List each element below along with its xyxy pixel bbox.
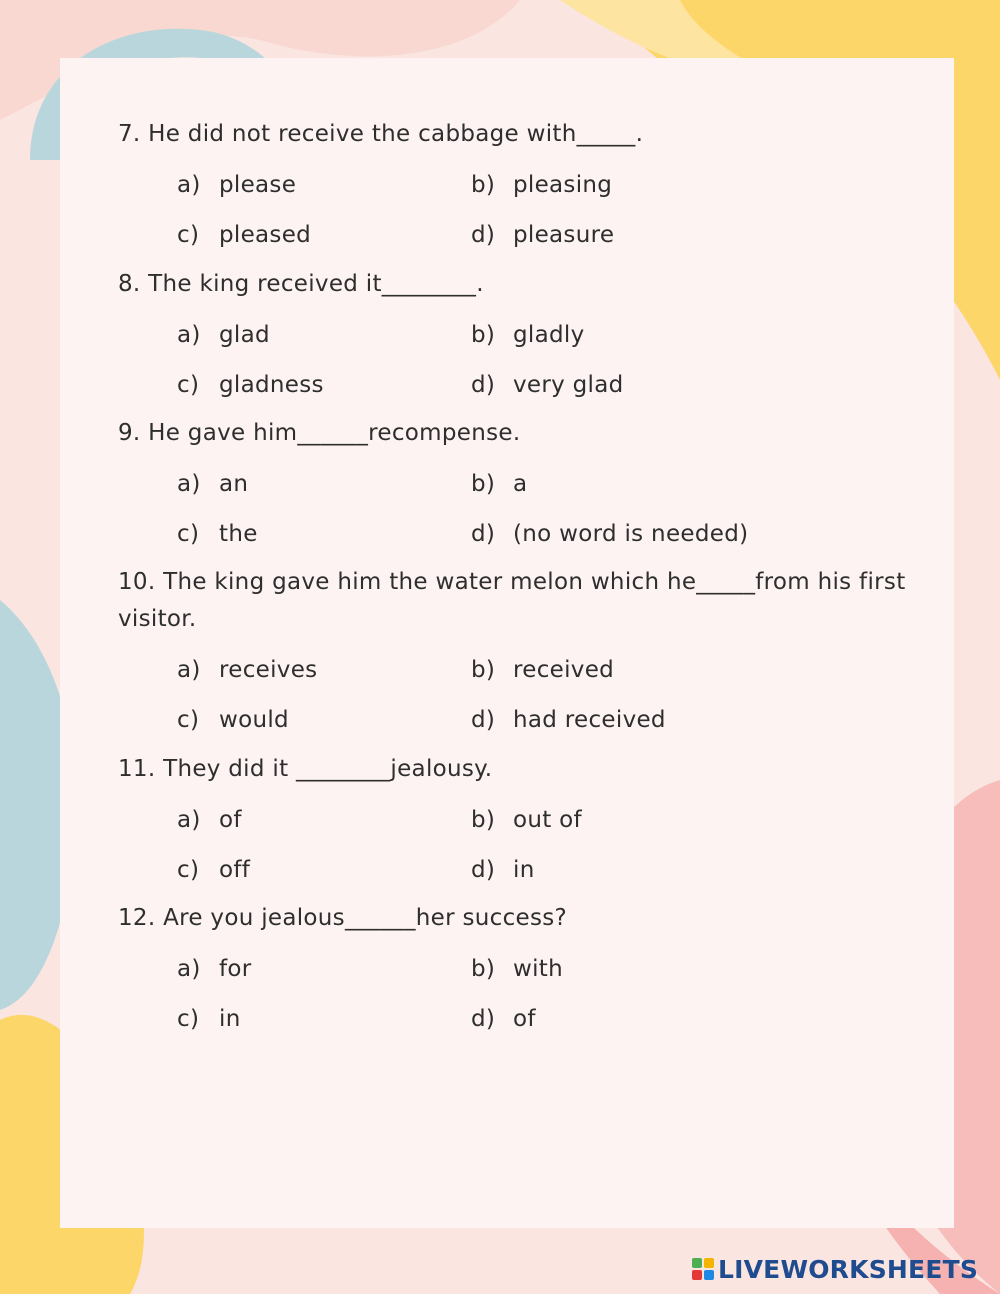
liveworksheets-logo (692, 1254, 978, 1284)
option-text: for (219, 956, 252, 982)
option-d (471, 1004, 536, 1034)
option-letter: a) (177, 172, 201, 198)
option-b (471, 954, 563, 984)
question-text: 11. They did it ________jealousy. (118, 756, 493, 782)
option-b (471, 655, 614, 685)
option-a (177, 320, 270, 350)
option-a (177, 954, 252, 984)
option-d (471, 855, 535, 885)
option-text: with (513, 956, 563, 982)
option-letter: b) (471, 471, 496, 497)
question-text: 7. He did not receive the cabbage with_____. (118, 121, 644, 147)
option-letter: c) (177, 222, 200, 248)
option-letter: b) (471, 956, 496, 982)
option-text: please (219, 172, 297, 198)
option-d (471, 370, 624, 400)
option-letter: a) (177, 471, 201, 497)
option-c (177, 370, 324, 400)
liveworksheets-logo-icon (692, 1258, 714, 1280)
option-text: an (219, 471, 249, 497)
option-text: out of (513, 807, 582, 833)
question-text: 10. The king gave him the water melon which he_____from his first visitor. (118, 569, 906, 632)
option-c (177, 519, 258, 549)
option-text: of (513, 1006, 536, 1032)
option-text: a (513, 471, 528, 497)
option-b (471, 320, 585, 350)
option-letter: a) (177, 322, 201, 348)
option-a (177, 655, 317, 685)
option-a (177, 170, 296, 200)
option-letter: d) (471, 372, 496, 398)
option-text: pleasure (513, 222, 615, 248)
option-letter: c) (177, 372, 200, 398)
option-text: in (219, 1006, 241, 1032)
option-letter: d) (471, 521, 496, 547)
option-a (177, 805, 242, 835)
option-text: had received (513, 707, 666, 733)
option-b (471, 805, 582, 835)
option-letter: b) (471, 172, 496, 198)
option-text: receives (219, 657, 318, 683)
option-text: gladly (513, 322, 585, 348)
option-c (177, 1004, 241, 1034)
option-text: glad (219, 322, 270, 348)
option-text: (no word is needed) (513, 521, 749, 547)
option-letter: a) (177, 807, 201, 833)
option-d (471, 220, 614, 250)
option-c (177, 705, 289, 735)
option-c (177, 855, 250, 885)
option-text: in (513, 857, 535, 883)
option-text: pleased (219, 222, 312, 248)
option-text: the (219, 521, 258, 547)
option-letter: b) (471, 657, 496, 683)
option-letter: d) (471, 222, 496, 248)
option-letter: c) (177, 707, 200, 733)
option-d (471, 519, 748, 549)
question-text: 9. He gave him______recompense. (118, 420, 521, 446)
option-a (177, 469, 248, 499)
option-c (177, 220, 311, 250)
option-letter: d) (471, 707, 496, 733)
option-text: very glad (513, 372, 624, 398)
option-letter: d) (471, 857, 496, 883)
option-text: off (219, 857, 251, 883)
liveworksheets-brand-text: LIVEWORKSHEETS (718, 1254, 979, 1284)
option-letter: a) (177, 956, 201, 982)
question-text: 12. Are you jealous______her success? (118, 905, 568, 931)
option-b (471, 170, 612, 200)
option-letter: c) (177, 521, 200, 547)
option-text: pleasing (513, 172, 613, 198)
option-text: received (513, 657, 615, 683)
option-letter: b) (471, 807, 496, 833)
option-letter: c) (177, 857, 200, 883)
option-text: gladness (219, 372, 324, 398)
option-letter: b) (471, 322, 496, 348)
option-text: would (219, 707, 289, 733)
option-d (471, 705, 666, 735)
option-letter: d) (471, 1006, 496, 1032)
option-letter: c) (177, 1006, 200, 1032)
option-text: of (219, 807, 242, 833)
option-b (471, 469, 527, 499)
option-letter: a) (177, 657, 201, 683)
question-text: 8. The king received it________. (118, 271, 484, 297)
